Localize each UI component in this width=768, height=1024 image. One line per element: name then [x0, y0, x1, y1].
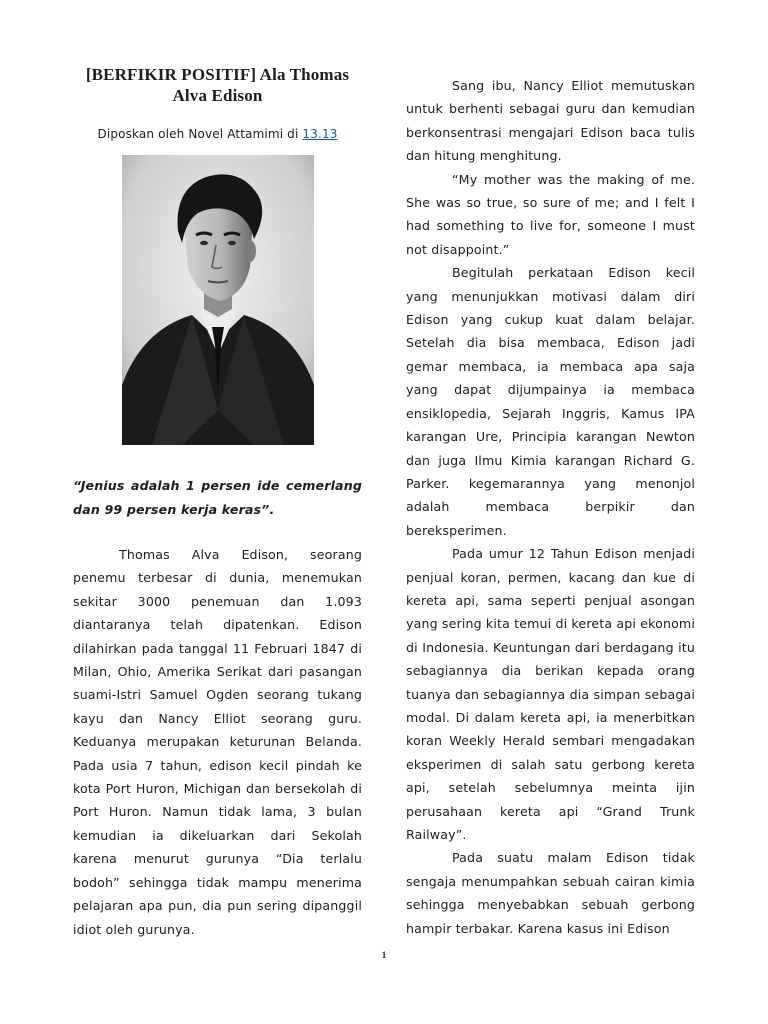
article-title: [BERFIKIR POSITIF] Ala Thomas Alva Edison: [85, 65, 350, 105]
page-number: 1: [381, 950, 387, 960]
body-paragraph-right-1: Sang ibu, Nancy Elliot memutuskan untuk berhenti sebagai guru dan kemudian berkonsentrasi mengajari Edison baca tulis dan hitung menghitung.: [406, 78, 695, 164]
post-meta: [73, 125, 362, 143]
body-paragraph-right-4: Pada umur 12 Tahun Edison menjadi penjual koran, permen, kacang dan kue di kereta api, sama seperti penjual asongan yang sering kita temui di kereta api ekonomi di Indonesia. Keuntungan dari berdagang itu sebagiannya dia berikan kepada orang tuanya dan sebagiannya dia simpan sebagai modal. Di dalam kereta api, ia menerbitkan koran Weekly Herald sembari mengadakan eksperimen di salah satu gerbong kereta api, setelah sebelumnya meinta ijin perusahaan kereta api “Grand Trunk Railway”.: [406, 546, 695, 842]
post-time-link[interactable]: 13.13: [302, 127, 338, 141]
body-paragraph-right-5: Pada suatu malam Edison tidak sengaja menumpahkan sebuah cairan kimia sehingga menyebabkan sebuah gerbong hampir terbakar. Karena kasus ini Edison: [406, 850, 695, 936]
edison-portrait: [122, 155, 314, 445]
body-paragraph-left-1: Thomas Alva Edison, seorang penemu terbesar di dunia, menemukan sekitar 3000 penemuan dan 1.093 diantaranya telah dipatenkan. Edison dilahirkan pada tanggal 11 Februari 1847 di Milan, Ohio, Amerika Serikat dari pasangan suami-Istri Samuel Ogden seorang tukang kayu dan Nancy Elliot seorang guru. Keduanya merupakan keturunan Belanda. Pada usia 7 tahun, edison kecil pindah ke kota Port Huron, Michigan dan bersekolah di Port Huron. Namun tidak lama, 3 bulan kemudian ia dikeluarkan dari Sekolah karena menurut gurunya “Dia terlalu bodoh” sehingga tidak mampu menerima pelajaran apa pun, dia pun sering dipanggil idiot oleh gurunya.: [73, 547, 362, 937]
left-column: [73, 64, 362, 941]
body-paragraph-right-3: Begitulah perkataan Edison kecil yang menunjukkan motivasi dalam diri Edison yang cukup kuat dalam belajar. Setelah dia bisa membaca, Edison jadi gemar membaca, ia membaca apa saja yang dapat dijumpainya ia membaca ensiklopedia, Sejarah Inggris, Kamus IPA karangan Ure, Principia karangan Newton dan juga Ilmu Kimia karangan Richard G. Parker. kegemarannya yang menonjol adalah membaca berpikir dan bereksperimen.: [406, 265, 695, 538]
right-column: [406, 74, 695, 940]
body-paragraph-right-2: “My mother was the making of me. She was so true, so sure of me; and I felt I had something to live for, someone I must not disappoint.”: [406, 171, 695, 257]
edison-quote: “Jenius adalah 1 persen ide cemerlang dan 99 persen kerja keras”.: [73, 478, 362, 517]
post-author-line: Diposkan oleh Novel Attamimi di: [97, 127, 299, 141]
